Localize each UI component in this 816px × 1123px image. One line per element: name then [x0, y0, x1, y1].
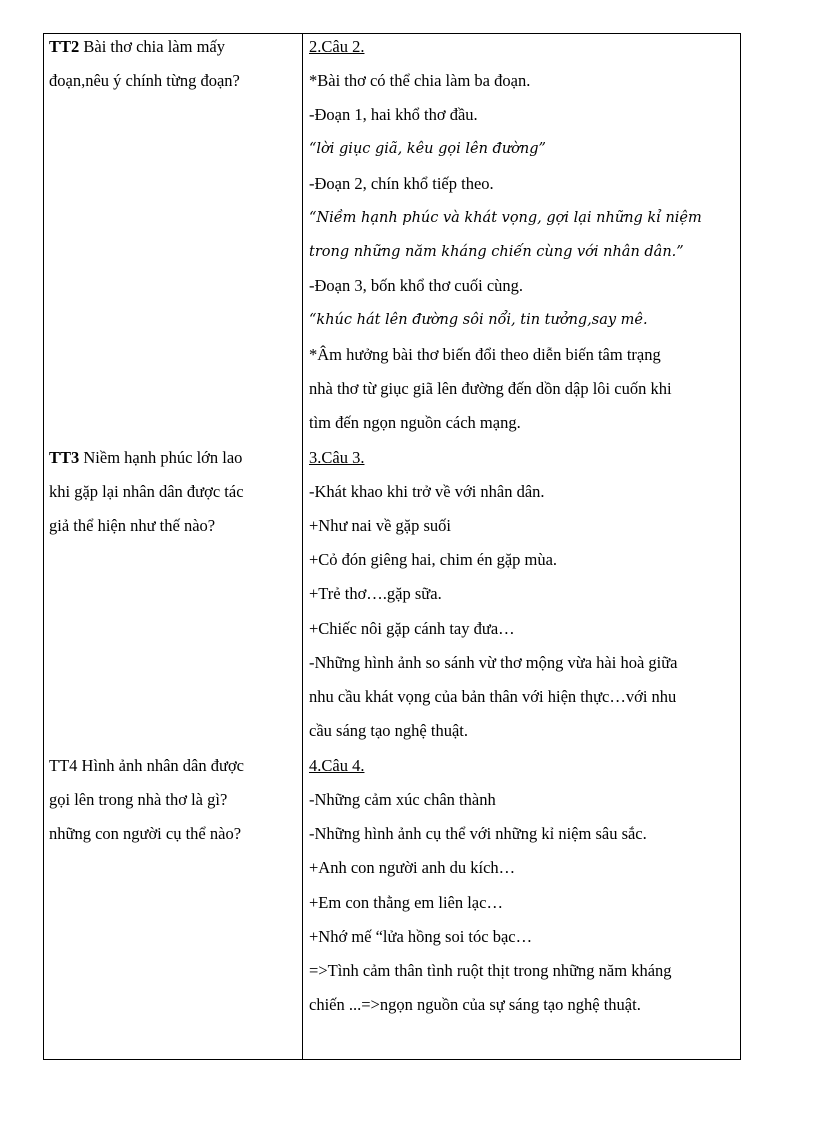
answer-4-line: =>Tình cảm thân tình ruột thịt trong những năm kháng [309, 961, 672, 980]
answer-2-line: -Đoạn 1, hai khổ thơ đầu. [309, 105, 478, 124]
answer-4-line: -Những cảm xúc chân thành [309, 790, 496, 809]
question-tt3-line-3: giả thể hiện như thế nào? [49, 516, 216, 535]
answer-4-title: 4.Câu 4. [309, 756, 365, 775]
answer-2-quote: trong những năm kháng chiến cùng với nhân dân.” [309, 244, 684, 260]
question-tt3-line-1: TT3 Niềm hạnh phúc lớn lao [49, 448, 243, 467]
answer-3-line: +Cỏ đón giêng hai, chim én gặp mùa. [309, 550, 558, 569]
answer-3-line: +Như nai về gặp suối [309, 516, 451, 535]
answer-3-line: -Khát khao khi trở về với nhân dân. [309, 482, 545, 501]
answer-4-line: -Những hình ảnh cụ thể với những kỉ niệm sâu sắc. [309, 824, 647, 843]
answer-3-line: nhu cầu khát vọng của bản thân với hiện thực…với nhu [309, 687, 677, 706]
answer-2-line: -Đoạn 3, bốn khổ thơ cuối cùng. [309, 276, 524, 295]
answer-2-title: 2.Câu 2. [309, 37, 365, 56]
answer-2-quote: “khúc hát lên đường sôi nổi, tin tưởng,say mê. [309, 312, 648, 328]
question-tt3-line-2: khi gặp lại nhân dân được tác [49, 482, 244, 501]
answer-3-line: -Những hình ảnh so sánh vừ thơ mộng vừa hài hoà giữa [309, 653, 678, 672]
answer-3-line: +Trẻ thơ….gặp sữa. [309, 584, 442, 603]
question-tt4-line-3: những con người cụ thể nào? [49, 824, 242, 843]
answer-3-line: +Chiếc nôi gặp cánh tay đưa… [309, 619, 515, 638]
qa-table [43, 33, 741, 1060]
answer-4-line: +Anh con người anh du kích… [309, 858, 516, 877]
question-tt2-line-2: đoạn,nêu ý chính từng đoạn? [49, 71, 240, 90]
answer-3-line: cầu sáng tạo nghệ thuật. [309, 721, 468, 740]
question-tt4-line-2: gọi lên trong nhà thơ là gì? [49, 790, 228, 809]
answer-3-title: 3.Câu 3. [309, 448, 365, 467]
question-tt2-line-1: TT2 Bài thơ chia làm mấy [49, 37, 225, 56]
answer-4-line: chiến ...=>ngọn nguồn của sự sáng tạo nghệ thuật. [309, 995, 641, 1014]
answer-2-line: *Âm hưởng bài thơ biến đổi theo diễn biến tâm trạng [309, 345, 661, 364]
answer-2-line: *Bài thơ có thể chia làm ba đoạn. [309, 71, 531, 90]
question-tt4-line-1: TT4 Hình ảnh nhân dân được [49, 756, 244, 775]
answer-2-line: tìm đến ngọn nguồn cách mạng. [309, 413, 521, 432]
answer-4-line: +Em con thằng em liên lạc… [309, 893, 503, 912]
answer-2-line: -Đoạn 2, chín khổ tiếp theo. [309, 174, 494, 193]
answer-2-line: nhà thơ từ giục giã lên đường đến dồn dập lôi cuốn khi [309, 379, 672, 398]
answer-4-line: +Nhớ mế “lửa hồng soi tóc bạc… [309, 927, 533, 946]
column-divider [302, 34, 303, 1059]
answer-2-quote: “lời giục giã, kêu gọi lên đường” [309, 141, 546, 157]
answer-2-quote: “Niềm hạnh phúc và khát vọng, gợi lại những kỉ niệm [309, 210, 702, 226]
